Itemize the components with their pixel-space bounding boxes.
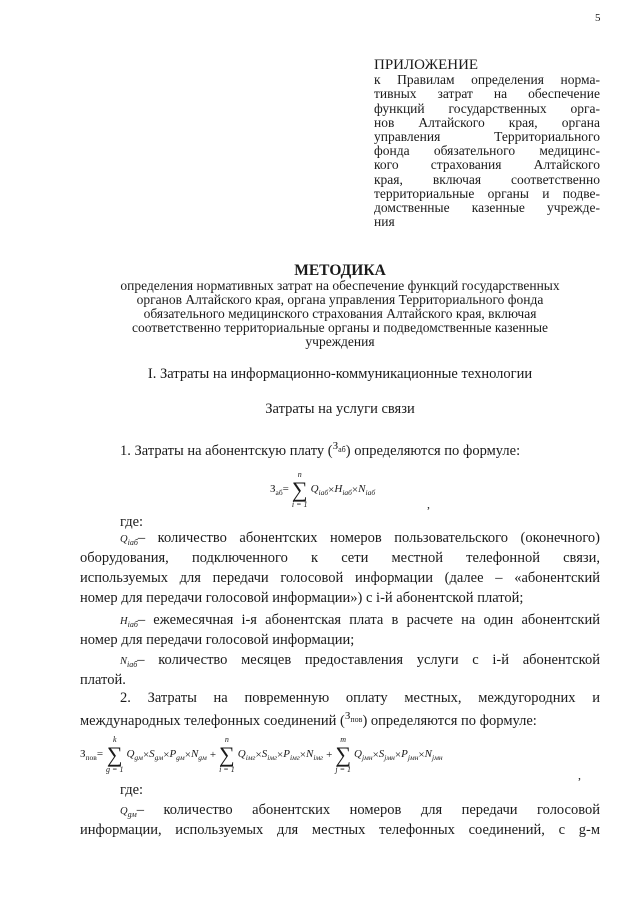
methodology-subtitle-line: органов Алтайского края, органа управления Территориального фонда <box>136 292 544 307</box>
def-h-line: номер для передачи голосовой информации; <box>80 632 355 648</box>
appendix-line: ния <box>374 214 395 230</box>
def-q-symbol: $Q_{iаб}$ <box>120 534 138 548</box>
formula-term: $H_{iаб}$ <box>334 482 352 498</box>
section-heading: I. Затраты на информационно-коммуникационные технологии <box>147 366 533 382</box>
appendix-block <box>374 58 600 229</box>
methodology-subtitle-line: соответственно территориальные органы и подведомственные казенные <box>131 320 549 335</box>
formula-abonent: $З_{аб}=$ n ∑ i = 1 $Q_{iаб}\times H_{iаб}\times N_{iаб}$ <box>270 470 376 509</box>
def-n-line: $N_{iаб}-$ количество месяцев предоставления услуги с i-й абонентской <box>120 652 600 670</box>
def-qg-symbol: $Q_{gм}$ <box>120 806 137 820</box>
appendix-line: функций государственных орга- <box>374 100 600 116</box>
appendix-line: к Правилам определения норма- <box>374 72 600 88</box>
formula-comma: , <box>427 497 430 511</box>
sum-symbol: k ∑ g = 1 <box>106 735 124 774</box>
formula-term: $N_{iмг}$ <box>305 747 324 763</box>
item1-text-before: 1. Затраты на абонентскую плату ( <box>120 443 333 459</box>
appendix-line: домственные казенные учрежде- <box>374 200 600 216</box>
methodology-subtitle-line: обязательного медицинского страхования Алтайского края, включая <box>143 306 537 321</box>
formula-term: $S_{iмг}$ <box>261 747 277 763</box>
def-qg-line: $Q_{gм}-$ количество абонентских номеров для передачи голосовой <box>120 802 600 820</box>
def-qg-line: информации, используемых для местных телефонных соединений, с g-м <box>80 822 600 838</box>
methodology-header <box>80 264 600 349</box>
item2-line2: международных телефонных соединений ($^{З_{пов}}$) определяются по формуле: <box>80 710 537 729</box>
appendix-title: ПРИЛОЖЕНИЕ <box>374 57 479 73</box>
item2-line1: 2. Затраты на повременную оплату местных, междугородних и <box>120 690 600 706</box>
def-q-line: номер для передачи голосовой информации») с i-й абонентской платой; <box>80 590 524 606</box>
item1-text-after: ) определяются по формуле: <box>345 443 521 459</box>
formula-term: $S_{jмн}$ <box>378 747 395 763</box>
item1-where: где: <box>120 514 144 530</box>
item1-symbol: Заб <box>332 440 346 455</box>
formula-term: $N_{iаб}$ <box>358 482 376 498</box>
item2-symbol: Зпов <box>344 710 363 725</box>
formula-term: $S_{gм}$ <box>149 747 164 763</box>
formula-lhs: $З_{аб}=$ <box>270 482 289 498</box>
formula-term: $N_{gм}$ <box>190 747 207 763</box>
def-n-symbol: $N_{iаб}$ <box>120 656 138 670</box>
sum-symbol: n ∑ i = 1 <box>219 735 235 774</box>
sub-heading: Затраты на услуги связи <box>265 401 415 417</box>
page-number: 5 <box>595 12 601 24</box>
appendix-line: территориальные органы и подве- <box>374 185 600 201</box>
def-q-line: оборудования, подключенного к сети местной телефонной связи, <box>80 550 600 566</box>
formula-povremen: $З_{пов}=$ k ∑ g = 1 $Q_{gм}\times S_{gм}\times P_{gм}\times N_{gм}$ + n ∑ i = 1 $Q_{iмг}\times S_{iмг}\times P_{iмг}\times N_{iмг}$ + m ∑ j = 1 $Q_{jмн}\times S_{jмн}\times P_{jмн}\times N_{jмн}$ <box>80 735 443 774</box>
item2-where: где: <box>120 782 144 798</box>
formula-lhs: $З_{пов}=$ <box>80 747 104 763</box>
item1-intro <box>120 440 520 460</box>
def-h-line: $H_{iаб}-$ ежемесячная i-я абонентская плата в расчете на один абонентский <box>120 612 600 630</box>
appendix-line: тивных затрат на обеспечение <box>374 86 600 102</box>
appendix-line: фонда обязательного медицинс- <box>374 143 600 159</box>
def-n-line: платой. <box>80 672 126 688</box>
appendix-line: управления Территориального <box>374 129 600 145</box>
formula-term: $N_{jмн}$ <box>424 747 443 763</box>
methodology-title: МЕТОДИКА <box>294 262 386 279</box>
appendix-line: края, включая соответственно <box>374 171 600 187</box>
formula-term: $P_{jмн}$ <box>401 747 419 763</box>
formula-term: $Q_{iаб}$ <box>310 482 329 498</box>
appendix-line: кого страхования Алтайского <box>374 157 600 173</box>
appendix-line: нов Алтайского края, органа <box>374 114 600 130</box>
def-q-line: $Q_{iаб}-$ количество абонентских номеров пользовательского (оконечного) <box>120 530 600 548</box>
def-h-symbol: $H_{iаб}$ <box>120 616 138 630</box>
formula-term: $P_{gм}$ <box>169 747 185 763</box>
methodology-subtitle-line: учреждения <box>305 334 375 349</box>
sum-symbol: n ∑ i = 1 <box>291 470 308 509</box>
formula-term: $P_{iмг}$ <box>283 747 300 763</box>
sum-symbol: m ∑ j = 1 <box>335 735 352 774</box>
formula-comma: , <box>578 768 581 782</box>
def-q-line: используемых для передачи голосовой информации (далее – «абонентский <box>80 570 600 586</box>
formula-term: $Q_{iмг}$ <box>237 747 256 763</box>
formula-term: $Q_{jмн}$ <box>354 747 373 763</box>
methodology-subtitle-line: определения нормативных затрат на обеспечение функций государственных <box>120 278 560 293</box>
formula-term: $Q_{gм}$ <box>126 747 143 763</box>
